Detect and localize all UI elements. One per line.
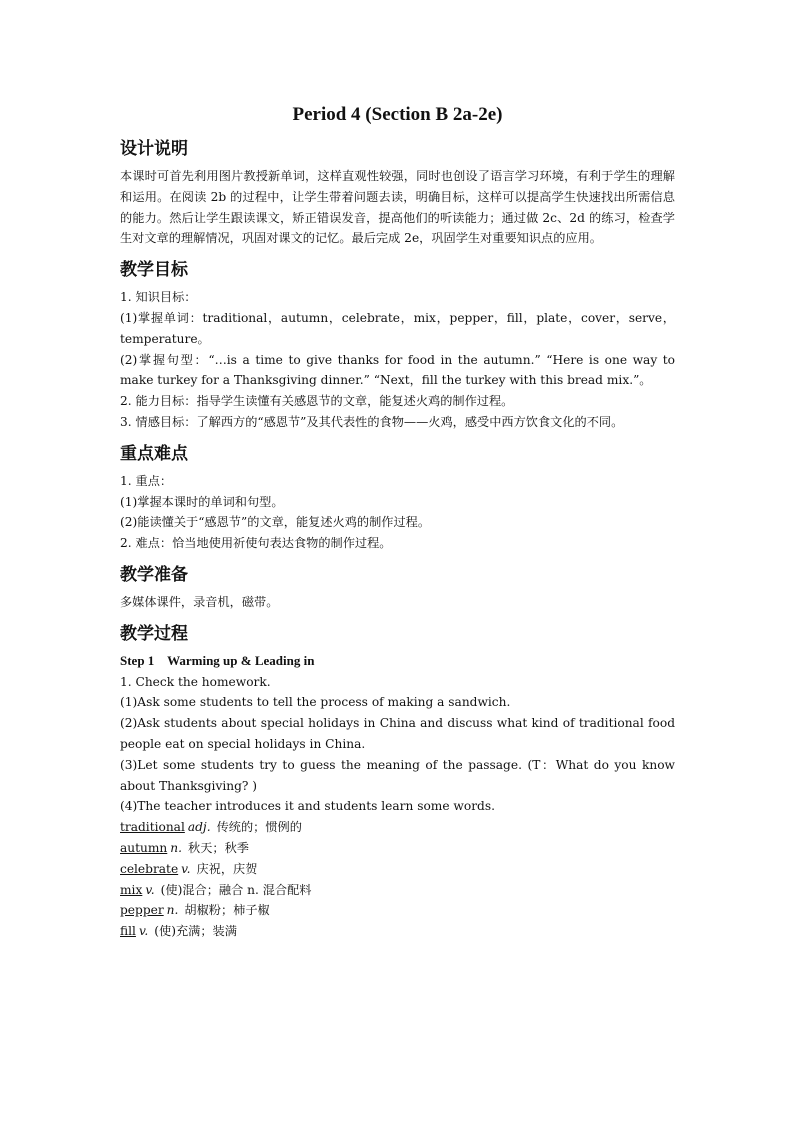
key-points-line: 2. 难点：恰当地使用祈使句表达食物的制作过程。	[120, 536, 392, 551]
key-points-line: (2)能读懂关于“感恩节”的文章，能复述火鸡的制作过程。	[120, 515, 431, 530]
goals-line: 1. 知识目标：	[120, 290, 197, 305]
vocab-word: fill	[120, 924, 136, 939]
goals-line: 3. 情感目标：了解西方的“感恩节”及其代表性的食物——火鸡，感受中西方饮食文化的不同。	[120, 414, 624, 429]
vocab-pos: v.	[145, 882, 155, 897]
design-paragraph: 本课时可首先利用图片教授新单词，这样直观性较强，同时也创设了语言学习环境，有利于学生的理解和运用。在阅读 2b 的过程中，让学生带着问题去读，明确目标，这样可以提高学生快速找出所需信息的能力。然后让学生跟读课文，矫正错误发音，提高他们的听读能力；通过做 2c、2d 的练习，检查学生对文章的理解情况，巩固对课文的记忆。最后完成 2e，巩固学生对重要知识点的应用。	[120, 169, 675, 246]
vocab-word: traditional	[120, 820, 185, 835]
process-line: (3)Let some students try to guess the meaning of the passage. (T：What do you know about Thanksgiving? )	[120, 757, 675, 793]
vocab-item	[120, 838, 675, 859]
goals-line: 2. 能力目标：指导学生读懂有关感恩节的文章，能复述火鸡的制作过程。	[120, 394, 514, 409]
document-title: Period 4 (Section B 2a-2e)	[292, 104, 503, 125]
vocab-meaning: 秋天；秋季	[188, 840, 249, 855]
vocab-pos: v.	[138, 924, 149, 939]
process-line: (4)The teacher introduces it and students learn some words.	[120, 799, 495, 814]
vocab-word: autumn	[120, 840, 168, 855]
document-page	[120, 100, 675, 942]
step-heading: Step 1 Warming up & Leading in	[120, 652, 315, 668]
vocab-word: celebrate	[120, 861, 179, 876]
goals-line: (2)掌握句型：“…is a time to give thanks for food in the autumn.” “Here is one way to make turkey for a Thanksgiving dinner.” “Next，fill the turkey with this bread mix.”。	[120, 352, 675, 388]
vocab-word: mix	[120, 882, 143, 897]
key-points-line: 1. 重点：	[120, 473, 173, 488]
vocab-item	[120, 817, 675, 838]
section-heading-preparation: 教学准备	[120, 564, 188, 585]
vocab-pos: n.	[166, 903, 179, 918]
vocab-meaning: 胡椒粉；柿子椒	[184, 903, 270, 918]
vocab-item	[120, 921, 675, 942]
vocab-meaning: 庆祝，庆贺	[196, 861, 258, 876]
process-line: (2)Ask students about special holidays in China and discuss what kind of traditional food people eat on special holidays in China.	[120, 716, 675, 751]
section-heading-process: 教学过程	[120, 623, 188, 644]
section-heading-design: 设计说明	[120, 139, 188, 159]
vocab-meaning: (使)充满；装满	[154, 924, 237, 939]
vocab-meaning: 传统的；惯例的	[216, 820, 302, 835]
vocab-item	[120, 880, 675, 901]
vocab-item	[120, 859, 675, 880]
vocab-word: pepper	[120, 903, 164, 918]
section-heading-key-points: 重点难点	[120, 443, 188, 464]
preparation-text: 多媒体课件，录音机，磁带。	[120, 594, 279, 609]
vocab-pos: n.	[170, 840, 183, 855]
vocab-meaning: (使)混合；融合 n. 混合配料	[160, 882, 312, 897]
goals-line: (1)掌握单词：traditional，autumn，celebrate，mix，pepper，fill，plate，cover，serve，temperature。	[120, 310, 675, 346]
vocab-item	[120, 900, 675, 921]
section-heading-goals: 教学目标	[120, 260, 188, 281]
vocab-pos: adj.	[187, 820, 211, 835]
key-points-line: (1)掌握本课时的单词和句型。	[120, 494, 284, 509]
vocab-pos: v.	[181, 861, 191, 876]
process-line: (1)Ask some students to tell the process of making a sandwich.	[120, 695, 511, 710]
process-line: 1. Check the homework.	[120, 674, 271, 689]
